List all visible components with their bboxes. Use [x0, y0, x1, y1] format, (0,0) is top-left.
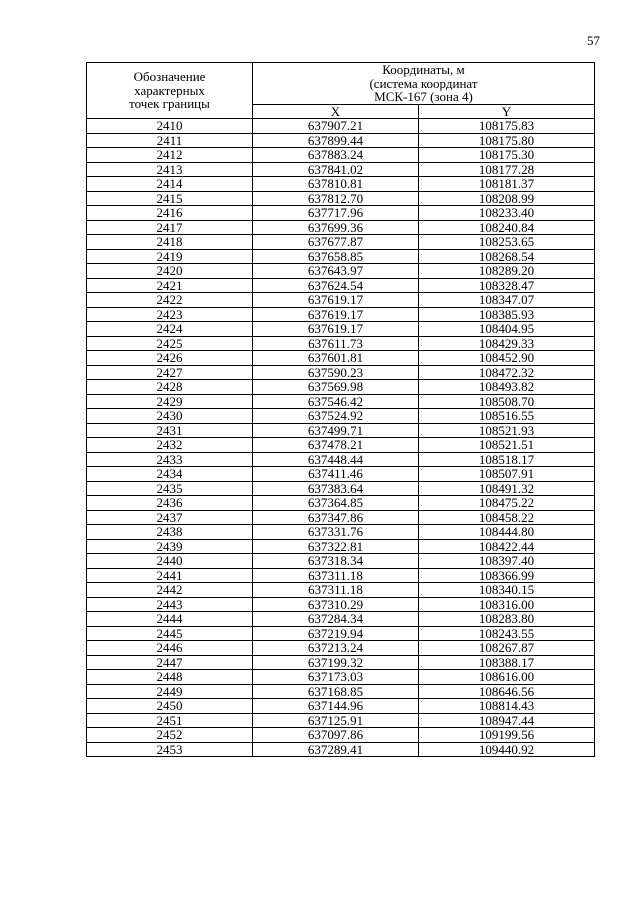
table-row — [87, 336, 595, 351]
point-id-cell: 2453 — [87, 742, 253, 757]
x-coordinate-cell: 637677.87 — [253, 235, 419, 250]
table-row — [87, 583, 595, 598]
point-id-cell: 2438 — [87, 525, 253, 540]
point-id-cell: 2425 — [87, 336, 253, 351]
x-coordinate-cell: 637717.96 — [253, 206, 419, 221]
point-id-cell: 2435 — [87, 481, 253, 496]
point-id-cell: 2448 — [87, 670, 253, 685]
table-row — [87, 293, 595, 308]
point-id-cell: 2443 — [87, 597, 253, 612]
point-id-cell: 2452 — [87, 728, 253, 743]
y-coordinate-cell: 108175.30 — [419, 148, 595, 163]
y-coordinate-cell: 108814.43 — [419, 699, 595, 714]
table-row — [87, 612, 595, 627]
table-row — [87, 423, 595, 438]
point-id-cell: 2431 — [87, 423, 253, 438]
x-coordinate-cell: 637448.44 — [253, 452, 419, 467]
y-coordinate-cell: 108177.28 — [419, 162, 595, 177]
y-coordinate-cell: 108646.56 — [419, 684, 595, 699]
table-row — [87, 568, 595, 583]
point-id-cell: 2420 — [87, 264, 253, 279]
point-id-cell: 2451 — [87, 713, 253, 728]
table-row — [87, 597, 595, 612]
table-row — [87, 322, 595, 337]
y-coordinate-cell: 108947.44 — [419, 713, 595, 728]
y-coordinate-cell: 108508.70 — [419, 394, 595, 409]
table-row — [87, 626, 595, 641]
point-id-cell: 2432 — [87, 438, 253, 453]
page-number: 57 — [587, 33, 600, 48]
x-coordinate-cell: 637311.18 — [253, 568, 419, 583]
x-coordinate-cell: 637812.70 — [253, 191, 419, 206]
y-coordinate-cell: 108616.00 — [419, 670, 595, 685]
y-coordinate-cell: 108458.22 — [419, 510, 595, 525]
point-id-cell: 2447 — [87, 655, 253, 670]
x-coordinate-cell: 637699.36 — [253, 220, 419, 235]
coordinates-table — [86, 62, 595, 757]
table-row — [87, 177, 595, 192]
point-id-cell: 2436 — [87, 496, 253, 511]
point-id-cell: 2426 — [87, 351, 253, 366]
y-coordinate-cell: 108507.91 — [419, 467, 595, 482]
header-y: Y — [419, 104, 595, 119]
point-id-cell: 2427 — [87, 365, 253, 380]
x-coordinate-cell: 637611.73 — [253, 336, 419, 351]
x-coordinate-cell: 637331.76 — [253, 525, 419, 540]
table-row — [87, 684, 595, 699]
table-row — [87, 641, 595, 656]
x-coordinate-cell: 637883.24 — [253, 148, 419, 163]
table-row — [87, 409, 595, 424]
point-id-cell: 2449 — [87, 684, 253, 699]
y-coordinate-cell: 108240.84 — [419, 220, 595, 235]
header-coordinates — [253, 63, 595, 105]
y-coordinate-cell: 108268.54 — [419, 249, 595, 264]
x-coordinate-cell: 637219.94 — [253, 626, 419, 641]
table-body — [87, 119, 595, 757]
table-row — [87, 554, 595, 569]
point-id-cell: 2416 — [87, 206, 253, 221]
header-designation — [87, 63, 253, 119]
table-row — [87, 394, 595, 409]
x-coordinate-cell: 637643.97 — [253, 264, 419, 279]
y-coordinate-cell: 108328.47 — [419, 278, 595, 293]
point-id-cell: 2430 — [87, 409, 253, 424]
x-coordinate-cell: 637173.03 — [253, 670, 419, 685]
table-row — [87, 510, 595, 525]
point-id-cell: 2446 — [87, 641, 253, 656]
y-coordinate-cell: 108397.40 — [419, 554, 595, 569]
table-row — [87, 380, 595, 395]
x-coordinate-cell: 637601.81 — [253, 351, 419, 366]
y-coordinate-cell: 108422.44 — [419, 539, 595, 554]
y-coordinate-cell: 108347.07 — [419, 293, 595, 308]
x-coordinate-cell: 637097.86 — [253, 728, 419, 743]
header-designation-text: Обозначение характерных точек границы — [129, 69, 210, 112]
y-coordinate-cell: 108289.20 — [419, 264, 595, 279]
x-coordinate-cell: 637899.44 — [253, 133, 419, 148]
table-row — [87, 655, 595, 670]
point-id-cell: 2445 — [87, 626, 253, 641]
table-row — [87, 496, 595, 511]
x-coordinate-cell: 637311.18 — [253, 583, 419, 598]
x-coordinate-cell: 637841.02 — [253, 162, 419, 177]
x-coordinate-cell: 637383.64 — [253, 481, 419, 496]
table-header — [87, 63, 595, 119]
table-row — [87, 162, 595, 177]
table-row — [87, 119, 595, 134]
x-coordinate-cell: 637624.54 — [253, 278, 419, 293]
x-coordinate-cell: 637569.98 — [253, 380, 419, 395]
y-coordinate-cell: 108340.15 — [419, 583, 595, 598]
point-id-cell: 2415 — [87, 191, 253, 206]
table-row — [87, 148, 595, 163]
y-coordinate-cell: 108452.90 — [419, 351, 595, 366]
y-coordinate-cell: 108521.93 — [419, 423, 595, 438]
y-coordinate-cell: 108283.80 — [419, 612, 595, 627]
point-id-cell: 2433 — [87, 452, 253, 467]
y-coordinate-cell: 108516.55 — [419, 409, 595, 424]
table-row — [87, 525, 595, 540]
x-coordinate-cell: 637199.32 — [253, 655, 419, 670]
point-id-cell: 2411 — [87, 133, 253, 148]
point-id-cell: 2417 — [87, 220, 253, 235]
point-id-cell: 2439 — [87, 539, 253, 554]
table-row — [87, 278, 595, 293]
table-row — [87, 264, 595, 279]
point-id-cell: 2450 — [87, 699, 253, 714]
x-coordinate-cell: 637478.21 — [253, 438, 419, 453]
y-coordinate-cell: 108475.22 — [419, 496, 595, 511]
y-coordinate-cell: 108385.93 — [419, 307, 595, 322]
x-coordinate-cell: 637590.23 — [253, 365, 419, 380]
y-coordinate-cell: 108233.40 — [419, 206, 595, 221]
x-coordinate-cell: 637322.81 — [253, 539, 419, 554]
table-row — [87, 728, 595, 743]
y-coordinate-cell: 108316.00 — [419, 597, 595, 612]
y-coordinate-cell: 108472.32 — [419, 365, 595, 380]
x-coordinate-cell: 637619.17 — [253, 293, 419, 308]
point-id-cell: 2414 — [87, 177, 253, 192]
y-coordinate-cell: 108243.55 — [419, 626, 595, 641]
y-coordinate-cell: 109440.92 — [419, 742, 595, 757]
y-coordinate-cell: 108444.80 — [419, 525, 595, 540]
y-coordinate-cell: 108404.95 — [419, 322, 595, 337]
table-row — [87, 467, 595, 482]
x-coordinate-cell: 637310.29 — [253, 597, 419, 612]
point-id-cell: 2424 — [87, 322, 253, 337]
point-id-cell: 2413 — [87, 162, 253, 177]
point-id-cell: 2418 — [87, 235, 253, 250]
x-coordinate-cell: 637289.41 — [253, 742, 419, 757]
table-row — [87, 351, 595, 366]
y-coordinate-cell: 108253.65 — [419, 235, 595, 250]
point-id-cell: 2442 — [87, 583, 253, 598]
table-row — [87, 220, 595, 235]
table-row — [87, 191, 595, 206]
table-row — [87, 670, 595, 685]
point-id-cell: 2412 — [87, 148, 253, 163]
table-row — [87, 249, 595, 264]
x-coordinate-cell: 637907.21 — [253, 119, 419, 134]
point-id-cell: 2423 — [87, 307, 253, 322]
x-coordinate-cell: 637125.91 — [253, 713, 419, 728]
x-coordinate-cell: 637810.81 — [253, 177, 419, 192]
y-coordinate-cell: 108175.80 — [419, 133, 595, 148]
point-id-cell: 2437 — [87, 510, 253, 525]
x-coordinate-cell: 637411.46 — [253, 467, 419, 482]
point-id-cell: 2429 — [87, 394, 253, 409]
y-coordinate-cell: 108181.37 — [419, 177, 595, 192]
y-coordinate-cell: 108366.99 — [419, 568, 595, 583]
table-row — [87, 235, 595, 250]
y-coordinate-cell: 108208.99 — [419, 191, 595, 206]
x-coordinate-cell: 637619.17 — [253, 307, 419, 322]
header-coordinates-text: Координаты, м (система координат МСК-167 (зона 4) — [369, 62, 478, 104]
y-coordinate-cell: 109199.56 — [419, 728, 595, 743]
y-coordinate-cell: 108429.33 — [419, 336, 595, 351]
x-coordinate-cell: 637524.92 — [253, 409, 419, 424]
x-coordinate-cell: 637499.71 — [253, 423, 419, 438]
point-id-cell: 2440 — [87, 554, 253, 569]
x-coordinate-cell: 637658.85 — [253, 249, 419, 264]
y-coordinate-cell: 108175.83 — [419, 119, 595, 134]
point-id-cell: 2434 — [87, 467, 253, 482]
x-coordinate-cell: 637168.85 — [253, 684, 419, 699]
point-id-cell: 2444 — [87, 612, 253, 627]
table-row — [87, 307, 595, 322]
y-coordinate-cell: 108267.87 — [419, 641, 595, 656]
table-row — [87, 713, 595, 728]
x-coordinate-cell: 637318.34 — [253, 554, 419, 569]
x-coordinate-cell: 637144.96 — [253, 699, 419, 714]
point-id-cell: 2441 — [87, 568, 253, 583]
x-coordinate-cell: 637347.86 — [253, 510, 419, 525]
table-row — [87, 452, 595, 467]
table-row — [87, 699, 595, 714]
y-coordinate-cell: 108521.51 — [419, 438, 595, 453]
y-coordinate-cell: 108518.17 — [419, 452, 595, 467]
x-coordinate-cell: 637364.85 — [253, 496, 419, 511]
point-id-cell: 2419 — [87, 249, 253, 264]
y-coordinate-cell: 108493.82 — [419, 380, 595, 395]
y-coordinate-cell: 108491.32 — [419, 481, 595, 496]
x-coordinate-cell: 637619.17 — [253, 322, 419, 337]
table-row — [87, 481, 595, 496]
table-row — [87, 742, 595, 757]
table-row — [87, 365, 595, 380]
table-row — [87, 438, 595, 453]
table-row — [87, 206, 595, 221]
point-id-cell: 2422 — [87, 293, 253, 308]
y-coordinate-cell: 108388.17 — [419, 655, 595, 670]
x-coordinate-cell: 637284.34 — [253, 612, 419, 627]
table-row — [87, 133, 595, 148]
point-id-cell: 2410 — [87, 119, 253, 134]
point-id-cell: 2428 — [87, 380, 253, 395]
point-id-cell: 2421 — [87, 278, 253, 293]
header-x: X — [253, 104, 419, 119]
x-coordinate-cell: 637546.42 — [253, 394, 419, 409]
table-row — [87, 539, 595, 554]
x-coordinate-cell: 637213.24 — [253, 641, 419, 656]
